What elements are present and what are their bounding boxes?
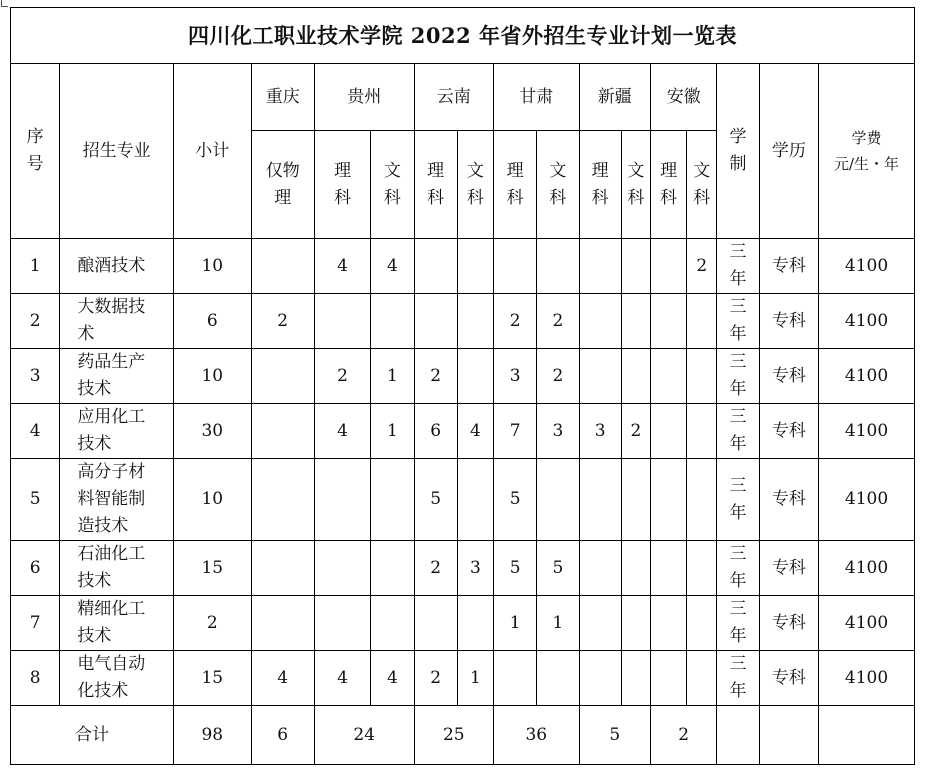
duration-value: 三年	[729, 475, 747, 523]
anhui-science-cell	[650, 404, 686, 459]
seq-cell: 8	[11, 651, 60, 706]
table-row	[11, 651, 915, 706]
major-cell	[60, 596, 174, 651]
xinjiang-science-cell	[579, 596, 621, 651]
header-sub-chongqing-physics	[251, 131, 314, 239]
major-name: 酿酒技术	[77, 255, 146, 276]
yunnan-arts-cell: 3	[457, 541, 493, 596]
header-sub-guizhou-science	[314, 131, 370, 239]
enrollment-plan-table	[10, 7, 915, 765]
header-sub-chongqing-physics-label: 仅物理	[265, 160, 300, 208]
table-row	[11, 596, 915, 651]
degree-cell: 专科	[759, 459, 818, 541]
guizhou-arts-cell	[371, 541, 414, 596]
anhui-arts-cell	[687, 349, 717, 404]
gansu-science-cell	[494, 651, 537, 706]
subtotal-cell: 30	[174, 404, 251, 459]
totals-guizhou: 24	[314, 706, 414, 765]
anhui-arts-cell	[687, 294, 717, 349]
yunnan-arts-cell	[457, 596, 493, 651]
gansu-arts-cell	[537, 651, 579, 706]
guizhou-science-cell: 4	[314, 404, 370, 459]
chongqing-physics-cell	[251, 596, 314, 651]
fee-cell: 4100	[819, 651, 915, 706]
subtotal-cell: 6	[174, 294, 251, 349]
anhui-arts-cell: 2	[687, 239, 717, 294]
totals-chongqing: 6	[251, 706, 314, 765]
fee-cell: 4100	[819, 239, 915, 294]
header-fee	[819, 64, 915, 239]
yunnan-arts-cell	[457, 239, 493, 294]
table-row	[11, 349, 915, 404]
xinjiang-science-cell	[579, 294, 621, 349]
yunnan-science-cell: 6	[414, 404, 457, 459]
totals-degree-empty	[759, 706, 818, 765]
degree-cell: 专科	[759, 404, 818, 459]
seq-cell: 7	[11, 596, 60, 651]
xinjiang-arts-cell: 2	[621, 404, 650, 459]
table-row	[11, 294, 915, 349]
anhui-arts-cell	[687, 459, 717, 541]
title-row	[11, 8, 915, 64]
chongqing-physics-cell	[251, 239, 314, 294]
fee-cell: 4100	[819, 596, 915, 651]
xinjiang-science-cell	[579, 239, 621, 294]
header-duration	[717, 64, 759, 239]
duration-cell	[717, 349, 759, 404]
header-province-chongqing: 重庆	[251, 64, 314, 131]
yunnan-science-cell: 5	[414, 459, 457, 541]
header-province-gansu: 甘肃	[494, 64, 580, 131]
totals-gansu: 36	[494, 706, 580, 765]
degree-cell: 专科	[759, 651, 818, 706]
seq-cell: 2	[11, 294, 60, 349]
major-name: 精细化工技术	[77, 599, 146, 646]
major-cell	[60, 651, 174, 706]
header-sub-anhui-science	[650, 131, 686, 239]
yunnan-arts-cell: 1	[457, 651, 493, 706]
data-rows	[11, 239, 915, 706]
guizhou-arts-cell: 4	[371, 239, 414, 294]
anhui-arts-cell	[687, 404, 717, 459]
seq-cell: 6	[11, 541, 60, 596]
fee-cell: 4100	[819, 404, 915, 459]
header-fee-line1: 学费	[851, 129, 882, 147]
header-degree: 学历	[759, 64, 818, 239]
duration-cell	[717, 404, 759, 459]
gansu-arts-cell: 3	[537, 404, 579, 459]
header-sub-label: 文科	[693, 160, 711, 208]
gansu-arts-cell: 2	[537, 349, 579, 404]
yunnan-arts-cell	[457, 459, 493, 541]
degree-cell: 专科	[759, 294, 818, 349]
major-name: 高分子材料智能制造技术	[77, 462, 146, 536]
anhui-science-cell	[650, 349, 686, 404]
header-sub-gansu-arts	[537, 131, 579, 239]
seq-cell: 5	[11, 459, 60, 541]
totals-anhui: 2	[650, 706, 716, 765]
table-row	[11, 404, 915, 459]
duration-value: 三年	[729, 297, 747, 344]
header-sub-label: 理科	[591, 160, 609, 208]
anhui-arts-cell	[687, 651, 717, 706]
duration-cell	[717, 596, 759, 651]
major-cell	[60, 541, 174, 596]
xinjiang-arts-cell	[621, 541, 650, 596]
guizhou-arts-cell	[371, 459, 414, 541]
guizhou-arts-cell: 4	[371, 651, 414, 706]
totals-subtotal: 98	[174, 706, 251, 765]
anhui-science-cell	[650, 459, 686, 541]
gansu-science-cell	[494, 239, 537, 294]
gansu-science-cell: 2	[494, 294, 537, 349]
xinjiang-arts-cell	[621, 349, 650, 404]
header-subtotal: 小计	[174, 64, 251, 239]
chongqing-physics-cell: 2	[251, 294, 314, 349]
totals-yunnan: 25	[414, 706, 493, 765]
header-sub-label: 理科	[334, 160, 352, 208]
gansu-arts-cell: 5	[537, 541, 579, 596]
xinjiang-science-cell	[579, 651, 621, 706]
header-sub-label: 文科	[383, 160, 401, 208]
header-sub-label: 理科	[427, 160, 445, 208]
anhui-science-cell	[650, 541, 686, 596]
subtotal-cell: 15	[174, 541, 251, 596]
guizhou-science-cell: 2	[314, 349, 370, 404]
header-sub-label: 理科	[660, 160, 678, 208]
table-row	[11, 239, 915, 294]
duration-cell	[717, 459, 759, 541]
yunnan-science-cell	[414, 294, 457, 349]
major-name: 应用化工技术	[77, 407, 146, 454]
xinjiang-science-cell	[579, 541, 621, 596]
yunnan-arts-cell	[457, 294, 493, 349]
gansu-science-cell: 5	[494, 541, 537, 596]
seq-cell: 4	[11, 404, 60, 459]
header-sub-label: 理科	[506, 160, 524, 208]
totals-label: 合计	[11, 706, 174, 765]
yunnan-science-cell: 2	[414, 349, 457, 404]
chongqing-physics-cell	[251, 541, 314, 596]
table-row	[11, 541, 915, 596]
gansu-science-cell: 3	[494, 349, 537, 404]
header-row-provinces	[11, 64, 915, 131]
header-seq-label: 序号	[26, 127, 44, 174]
duration-value: 三年	[729, 544, 747, 591]
degree-cell: 专科	[759, 349, 818, 404]
degree-cell: 专科	[759, 596, 818, 651]
header-province-xinjiang: 新疆	[579, 64, 650, 131]
yunnan-arts-cell: 4	[457, 404, 493, 459]
major-name: 药品生产技术	[77, 352, 146, 399]
anhui-arts-cell	[687, 596, 717, 651]
gansu-arts-cell: 1	[537, 596, 579, 651]
header-sub-label: 文科	[549, 160, 567, 208]
gansu-science-cell: 5	[494, 459, 537, 541]
fee-cell: 4100	[819, 541, 915, 596]
header-fee-line2: 元/生・年	[833, 155, 900, 173]
guizhou-arts-cell	[371, 596, 414, 651]
duration-cell	[717, 541, 759, 596]
table-title: 四川化工职业技术学院 2022 年省外招生专业计划一览表	[11, 8, 915, 64]
header-province-yunnan: 云南	[414, 64, 493, 131]
totals-xinjiang: 5	[579, 706, 650, 765]
gansu-arts-cell	[537, 239, 579, 294]
duration-value: 三年	[729, 599, 747, 646]
subtotal-cell: 15	[174, 651, 251, 706]
guizhou-science-cell	[314, 459, 370, 541]
header-seq	[11, 64, 60, 239]
header-sub-anhui-arts	[687, 131, 717, 239]
chongqing-physics-cell	[251, 404, 314, 459]
fee-cell: 4100	[819, 459, 915, 541]
guizhou-science-cell: 4	[314, 239, 370, 294]
anhui-arts-cell	[687, 541, 717, 596]
anhui-science-cell	[650, 294, 686, 349]
xinjiang-science-cell: 3	[579, 404, 621, 459]
degree-cell: 专科	[759, 239, 818, 294]
degree-cell: 专科	[759, 541, 818, 596]
duration-cell	[717, 294, 759, 349]
anhui-science-cell	[650, 651, 686, 706]
gansu-science-cell: 1	[494, 596, 537, 651]
gansu-science-cell: 7	[494, 404, 537, 459]
yunnan-science-cell	[414, 596, 457, 651]
chongqing-physics-cell	[251, 459, 314, 541]
guizhou-science-cell	[314, 596, 370, 651]
header-sub-label: 文科	[627, 160, 645, 208]
header-sub-gansu-science	[494, 131, 537, 239]
guizhou-arts-cell	[371, 294, 414, 349]
subtotal-cell: 10	[174, 349, 251, 404]
totals-row	[11, 706, 915, 765]
header-sub-guizhou-arts	[371, 131, 414, 239]
anhui-science-cell	[650, 596, 686, 651]
xinjiang-science-cell	[579, 349, 621, 404]
header-sub-yunnan-science	[414, 131, 457, 239]
gansu-arts-cell: 2	[537, 294, 579, 349]
xinjiang-arts-cell	[621, 294, 650, 349]
header-sub-label: 文科	[466, 160, 484, 208]
yunnan-science-cell	[414, 239, 457, 294]
corner-mark	[1, 0, 8, 7]
gansu-arts-cell	[537, 459, 579, 541]
header-sub-xinjiang-arts	[621, 131, 650, 239]
xinjiang-arts-cell	[621, 596, 650, 651]
duration-value: 三年	[729, 242, 747, 289]
major-name: 电气自动化技术	[77, 654, 146, 701]
guizhou-science-cell: 4	[314, 651, 370, 706]
header-duration-label: 学制	[729, 127, 747, 174]
major-name: 大数据技术	[77, 297, 146, 344]
major-name: 石油化工技术	[77, 544, 146, 591]
header-province-anhui: 安徽	[650, 64, 716, 131]
xinjiang-science-cell	[579, 459, 621, 541]
guizhou-science-cell	[314, 294, 370, 349]
major-cell	[60, 404, 174, 459]
xinjiang-arts-cell	[621, 651, 650, 706]
table-row	[11, 459, 915, 541]
major-cell	[60, 349, 174, 404]
chongqing-physics-cell: 4	[251, 651, 314, 706]
subtotal-cell: 10	[174, 459, 251, 541]
duration-value: 三年	[729, 407, 747, 454]
header-sub-yunnan-arts	[457, 131, 493, 239]
xinjiang-arts-cell	[621, 459, 650, 541]
subtotal-cell: 2	[174, 596, 251, 651]
totals-duration-empty	[717, 706, 759, 765]
guizhou-science-cell	[314, 541, 370, 596]
chongqing-physics-cell	[251, 349, 314, 404]
duration-cell	[717, 651, 759, 706]
duration-value: 三年	[729, 352, 747, 399]
header-province-guizhou: 贵州	[314, 64, 414, 131]
major-cell	[60, 294, 174, 349]
yunnan-science-cell: 2	[414, 651, 457, 706]
guizhou-arts-cell: 1	[371, 404, 414, 459]
seq-cell: 3	[11, 349, 60, 404]
duration-cell	[717, 239, 759, 294]
fee-cell: 4100	[819, 349, 915, 404]
xinjiang-arts-cell	[621, 239, 650, 294]
yunnan-science-cell: 2	[414, 541, 457, 596]
major-cell	[60, 239, 174, 294]
guizhou-arts-cell: 1	[371, 349, 414, 404]
fee-cell: 4100	[819, 294, 915, 349]
header-sub-xinjiang-science	[579, 131, 621, 239]
header-major: 招生专业	[60, 64, 174, 239]
yunnan-arts-cell	[457, 349, 493, 404]
seq-cell: 1	[11, 239, 60, 294]
major-cell	[60, 459, 174, 541]
anhui-science-cell	[650, 239, 686, 294]
totals-fee-empty	[819, 706, 915, 765]
duration-value: 三年	[729, 654, 747, 701]
subtotal-cell: 10	[174, 239, 251, 294]
